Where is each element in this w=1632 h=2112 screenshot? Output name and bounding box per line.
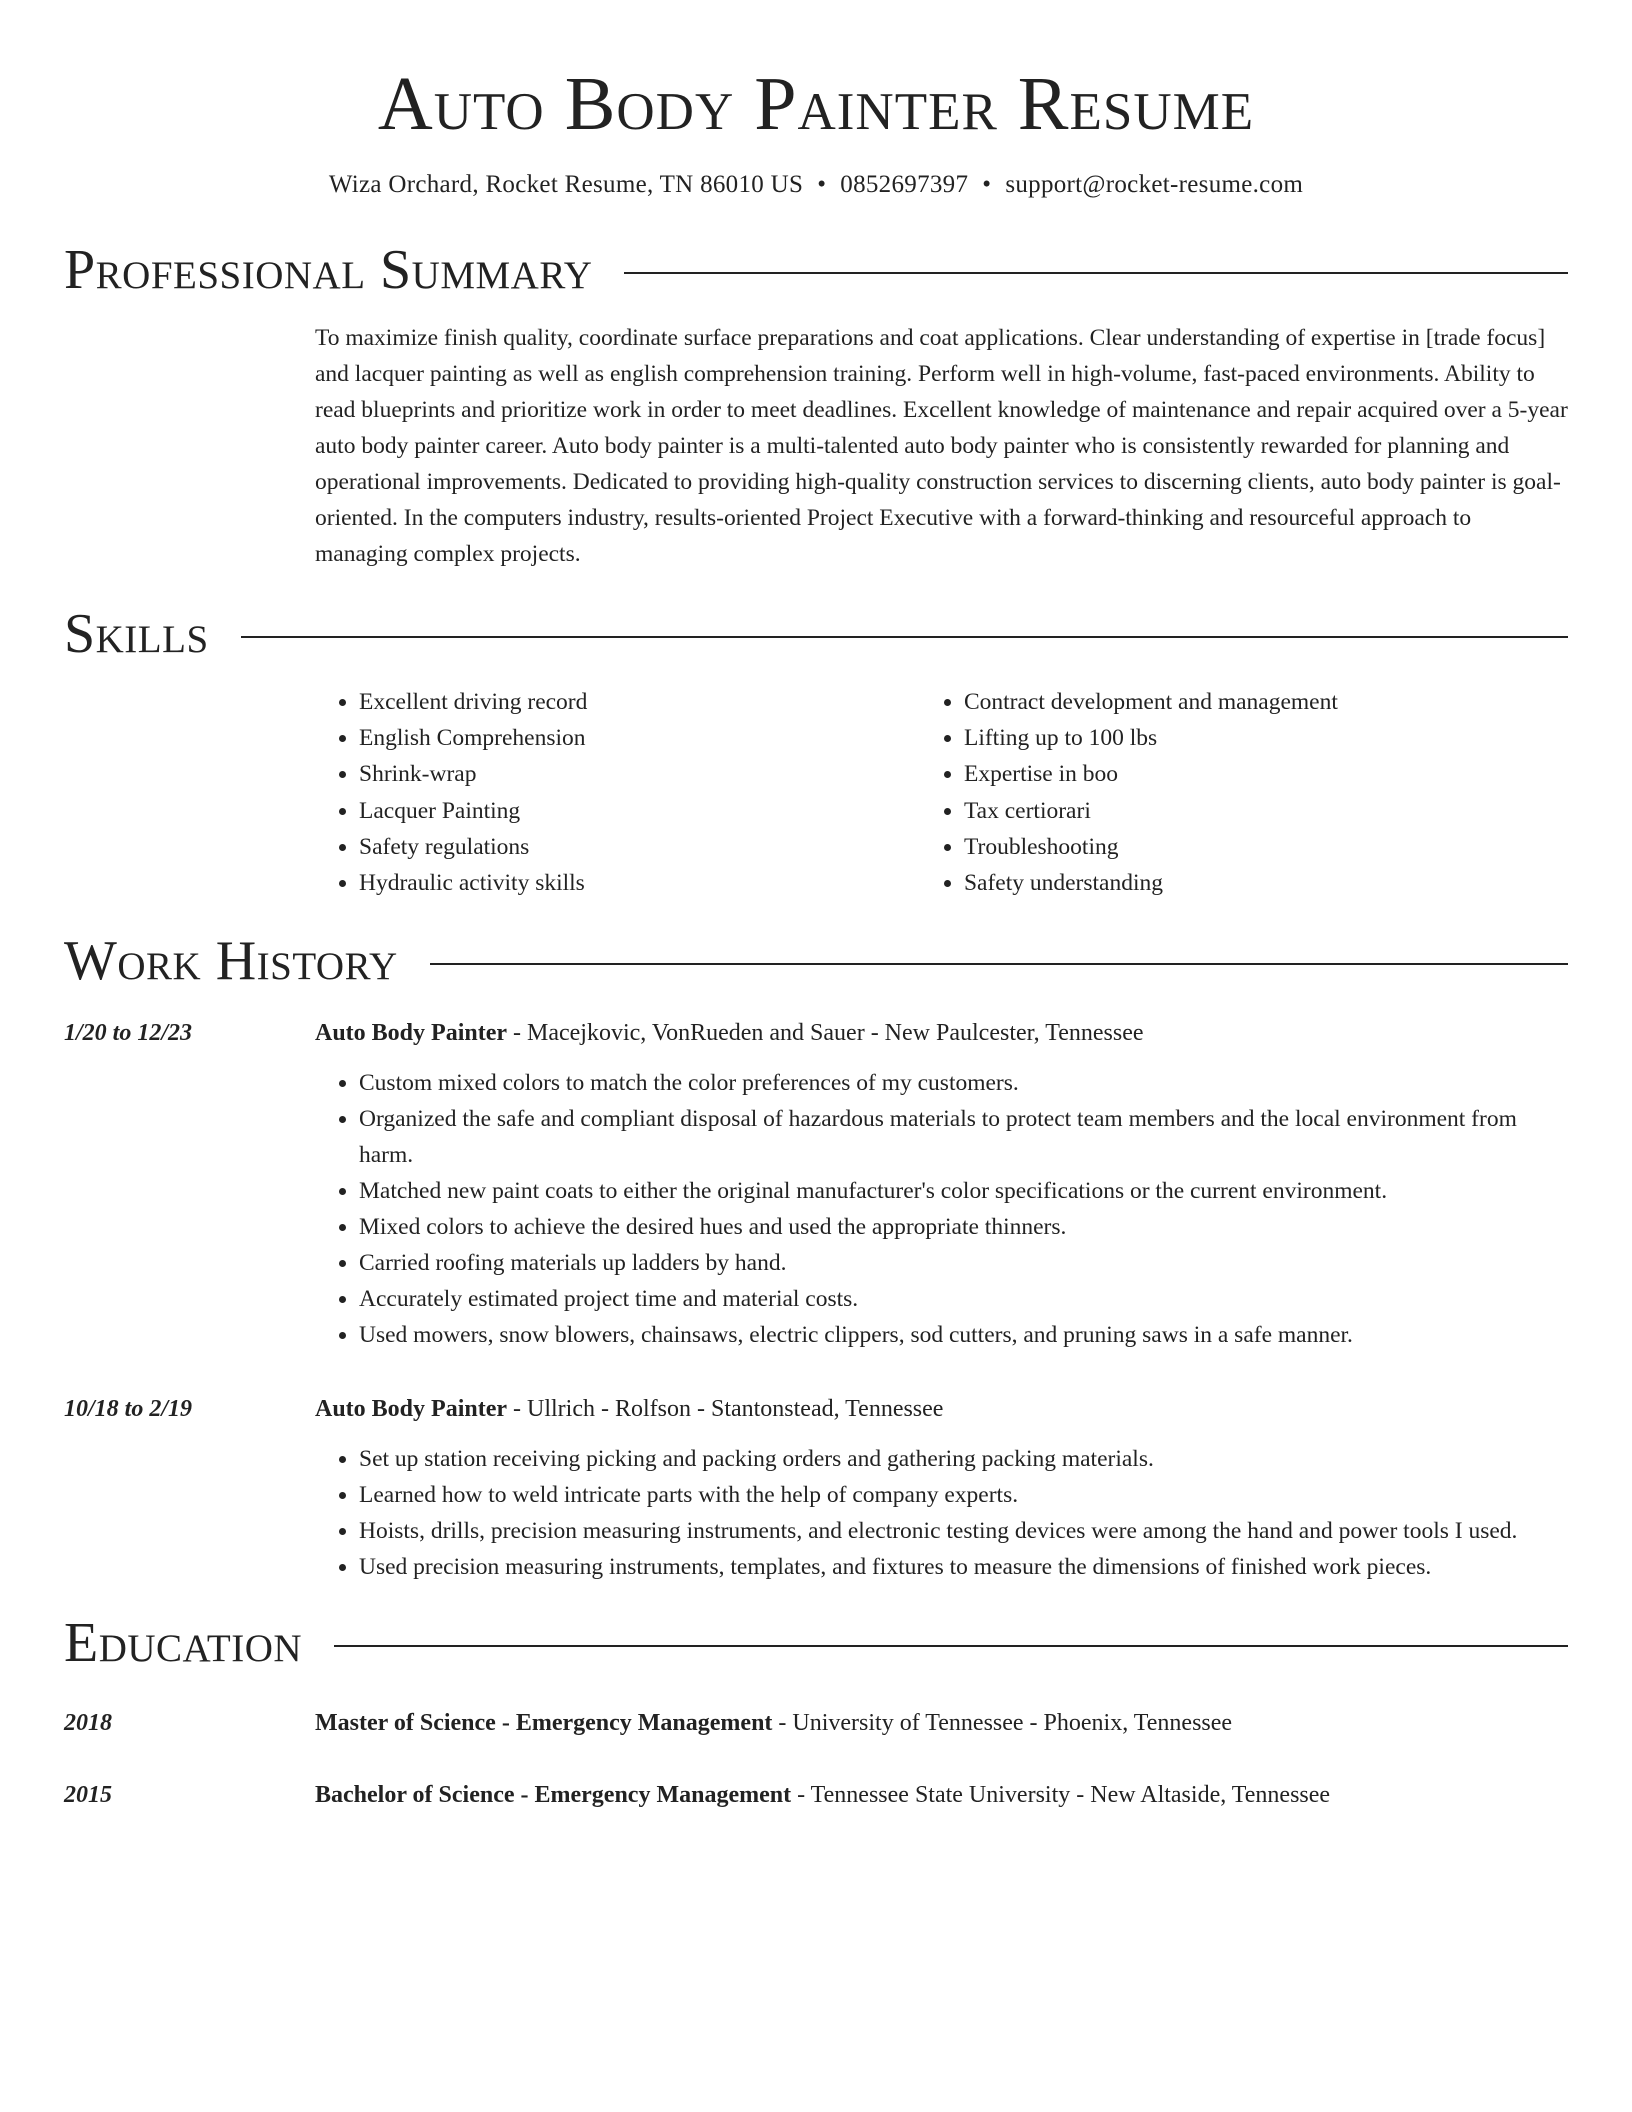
skill-item: • Lacquer Painting (359, 793, 920, 829)
skill-item: • Excellent driving record (359, 684, 920, 720)
skill-item: • English Comprehension (359, 720, 920, 756)
summary-text: To maximize finish quality, coordinate surface preparations and coat applications. Clear understanding of expertise in [trade focus] and lacquer painting as well as english comprehension training. Perform well in high-volume, fast-paced environments. Ability to read blueprints and prioritize work in order to meet deadlines. Excellent knowledge of maintenance and repair acquired over a 5-year auto body painter career. Auto body painter is a multi-talented auto body painter who is consistently rewarded for planning and operational improvements. Dedicated to providing high-quality construction services to discerning clients, auto body painter is goal-oriented. In the computers industry, results-oriented Project Executive with a forward-thinking and resourceful approach to managing complex projects. (315, 325, 1568, 567)
summary-section-header (64, 238, 1568, 302)
education-heading-line (315, 1705, 1568, 1741)
job-bullet: • Set up station receiving picking and packing orders and gathering packing materials. (359, 1441, 1568, 1477)
job-bullet: • Carried roofing materials up ladders by hand. (359, 1245, 1568, 1281)
job-heading (315, 1391, 1568, 1427)
education-details: - University of Tennessee - Phoenix, Tennessee (772, 1710, 1233, 1737)
contact-address: Wiza Orchard, Rocket Resume, TN 86010 US (328, 171, 804, 198)
skill-item: • Expertise in boo (964, 756, 1568, 792)
resume-page (64, 0, 1568, 1813)
contact-separator: • (982, 171, 992, 198)
education-section-header (64, 1611, 1568, 1675)
job-dates: 1/20 to 12/23 (64, 1020, 193, 1047)
education-body (315, 1705, 1568, 1741)
job-dates: 10/18 to 2/19 (64, 1396, 193, 1423)
job-bullet: • Hoists, drills, precision measuring instruments, and electronic testing devices were among the hand and power tools I used. (359, 1513, 1568, 1549)
contact-separator: • (817, 171, 827, 198)
contact-line (64, 168, 1568, 202)
job-title: Auto Body Painter (315, 1020, 507, 1047)
job-bullet: • Matched new paint coats to either the original manufacturer's color specifications or the current environment. (359, 1173, 1568, 1209)
education-heading-line (315, 1777, 1568, 1813)
skill-item: • Safety regulations (359, 829, 920, 865)
skill-item: • Contract development and management (964, 684, 1568, 720)
contact-phone: 0852697397 (840, 171, 969, 198)
job-entry (64, 1391, 1568, 1585)
job-body (315, 1391, 1568, 1585)
job-bullet: • Mixed colors to achieve the desired hues and used the appropriate thinners. (359, 1209, 1568, 1245)
education-entry (64, 1705, 1568, 1741)
skill-item: • Lifting up to 100 lbs (964, 720, 1568, 756)
education-degree: Bachelor of Science - Emergency Management (315, 1782, 792, 1809)
job-body (315, 1015, 1568, 1353)
job-details: - Macejkovic, VonRueden and Sauer - New Paulcester, Tennessee (507, 1020, 1144, 1047)
work-section-header (64, 929, 1568, 993)
skills-list (315, 684, 1568, 901)
contact-email: support@rocket-resume.com (1005, 171, 1304, 198)
job-details: - Ullrich - Rolfson - Stantonstead, Tennessee (507, 1396, 944, 1423)
job-bullet: • Used mowers, snow blowers, chainsaws, electric clippers, sod cutters, and pruning saws in a safe manner. (359, 1317, 1568, 1353)
section-divider (334, 1645, 1568, 1647)
job-bullets (315, 1441, 1568, 1585)
job-bullet: • Accurately estimated project time and material costs. (359, 1281, 1568, 1317)
summary-heading: Professional Summary (64, 239, 593, 301)
job-bullets (315, 1065, 1568, 1353)
skill-item: • Safety understanding (964, 865, 1568, 901)
job-title: Auto Body Painter (315, 1396, 507, 1423)
job-bullet: • Organized the safe and compliant disposal of hazardous materials to protect team members and the local environment from harm. (359, 1101, 1568, 1173)
work-heading: Work History (64, 930, 398, 993)
education-entry (64, 1777, 1568, 1813)
education-degree: Master of Science - Emergency Management (315, 1710, 773, 1737)
skills-column-right (920, 684, 1568, 901)
job-bullet: • Custom mixed colors to match the color preferences of my customers. (359, 1065, 1568, 1101)
education-body (315, 1777, 1568, 1813)
job-entry (64, 1015, 1568, 1353)
skills-section-header (64, 602, 1568, 666)
skills-column-left (315, 684, 920, 901)
section-divider (624, 272, 1568, 274)
skills-heading: Skills (64, 603, 209, 665)
section-divider (430, 963, 1568, 965)
job-bullet: • Used precision measuring instruments, templates, and fixtures to measure the dimensions of finished work pieces. (359, 1549, 1568, 1585)
skill-item: • Tax certiorari (964, 793, 1568, 829)
education-details: - Tennessee State University - New Altaside, Tennessee (791, 1782, 1331, 1809)
job-heading (315, 1015, 1568, 1051)
education-year: 2015 (64, 1782, 112, 1809)
skill-item: • Shrink-wrap (359, 756, 920, 792)
section-divider (241, 636, 1568, 638)
education-year: 2018 (64, 1710, 112, 1737)
job-bullet: • Learned how to weld intricate parts with the help of company experts. (359, 1477, 1568, 1513)
skill-item: • Hydraulic activity skills (359, 865, 920, 901)
resume-title: Auto Body Painter Resume (377, 62, 1255, 146)
education-heading: Education (64, 1612, 303, 1675)
skill-item: • Troubleshooting (964, 829, 1568, 865)
